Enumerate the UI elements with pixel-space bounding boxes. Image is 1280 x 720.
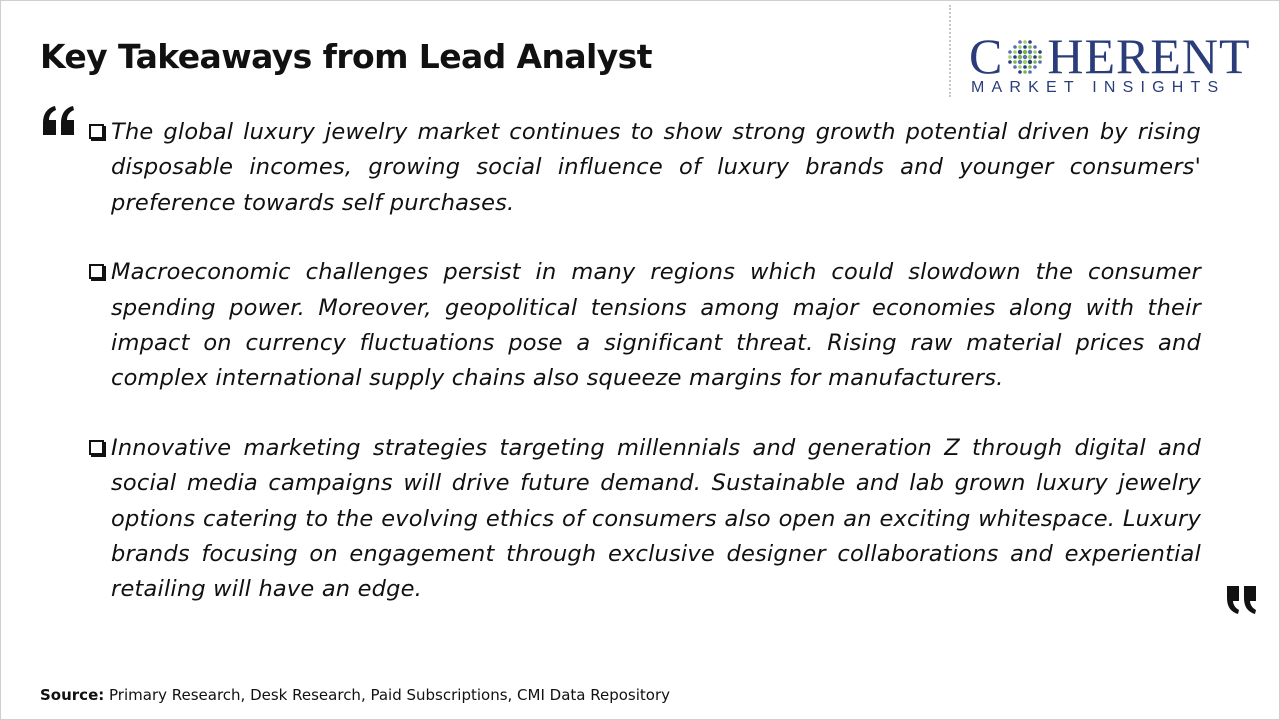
logo-wordmark [969, 28, 1251, 84]
list-item [87, 255, 1201, 397]
header-divider [949, 5, 951, 97]
globe-icon [1005, 37, 1045, 77]
logo-tagline: MARKET INSIGHTS [971, 79, 1226, 96]
bullet-text: The global luxury jewelry market continues to show strong growth potential driven by rising disposable incomes, growing social influence of luxury brands and younger consumers' preference towards self purchases. [111, 119, 1201, 216]
checkbox-bullet-icon [89, 440, 104, 455]
logo-word-left: C [969, 28, 1004, 84]
source-label: Source: [40, 686, 105, 704]
list-item [87, 431, 1201, 608]
takeaway-list [87, 115, 1201, 642]
bullet-text: Innovative marketing strategies targeting millennials and generation Z through digital and social media campaigns will drive future demand. Sustainable and lab grown luxury jewelry options catering to the evolving ethics of consumers also open an exciting whitespace. Luxury brands focusing on engagement through exclusive designer collaborations and experiential retailing will have an edge. [111, 434, 1201, 603]
page-title: Key Takeaways from Lead Analyst [40, 37, 652, 76]
source-note [40, 686, 670, 704]
checkbox-bullet-icon [89, 264, 104, 279]
bullet-text: Macroeconomic challenges persist in many regions which could slowdown the consumer spending power. Moreover, geopolitical tensions among major economies along with their impact on currency fluctuations pose a significant threat. Rising raw material prices and complex international supply chains also squeeze margins for manufacturers. [111, 259, 1201, 392]
list-item [87, 115, 1201, 221]
quote-open-icon [41, 105, 77, 137]
company-logo [969, 28, 1265, 101]
checkbox-bullet-icon [89, 124, 104, 139]
logo-word-right: HERENT [1047, 28, 1251, 84]
source-text: Primary Research, Desk Research, Paid Subscriptions, CMI Data Repository [104, 686, 671, 704]
quote-close-icon [1225, 585, 1259, 615]
